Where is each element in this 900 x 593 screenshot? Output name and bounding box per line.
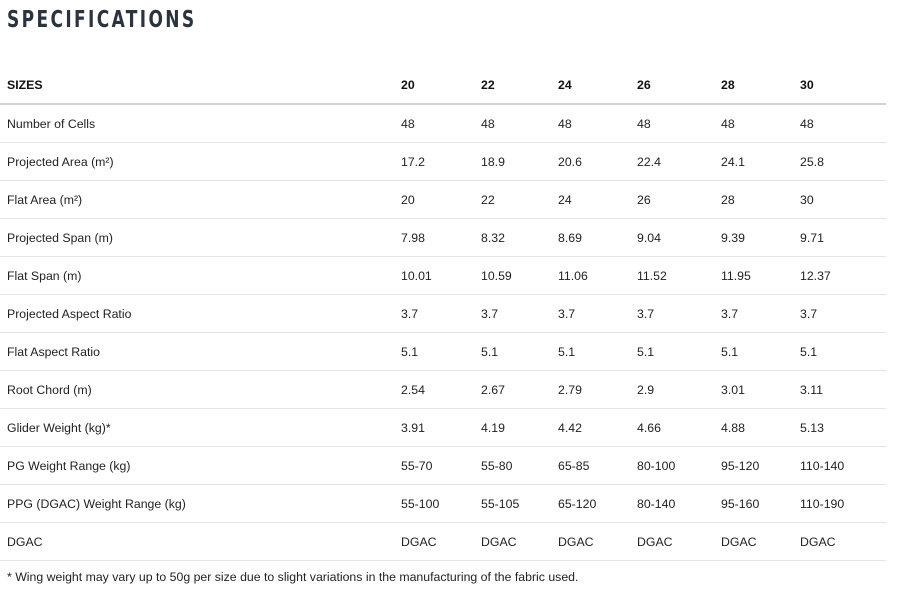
cell-value: 18.9: [474, 143, 551, 181]
table-row: [0, 295, 886, 333]
cell-value: DGAC: [714, 523, 793, 561]
cell-value: 3.7: [551, 295, 630, 333]
cell-value: 3.7: [630, 295, 714, 333]
row-label: DGAC: [0, 523, 394, 561]
cell-value: 11.95: [714, 257, 793, 295]
table-row: [0, 181, 886, 219]
table-row: [0, 143, 886, 181]
cell-value: 55-100: [394, 485, 474, 523]
table-row: [0, 104, 886, 143]
cell-value: 48: [394, 104, 474, 143]
cell-value: 8.32: [474, 219, 551, 257]
row-label: Projected Span (m): [0, 219, 394, 257]
cell-value: 3.01: [714, 371, 793, 409]
row-label: Projected Aspect Ratio: [0, 295, 394, 333]
table-row: [0, 333, 886, 371]
cell-value: 11.06: [551, 257, 630, 295]
cell-value: 4.66: [630, 409, 714, 447]
cell-value: 2.79: [551, 371, 630, 409]
cell-value: 5.1: [714, 333, 793, 371]
table-row: [0, 409, 886, 447]
cell-value: DGAC: [630, 523, 714, 561]
cell-value: 10.59: [474, 257, 551, 295]
cell-value: 55-105: [474, 485, 551, 523]
cell-value: 110-190: [793, 485, 886, 523]
row-label: Flat Span (m): [0, 257, 394, 295]
table-header-row: [0, 66, 886, 104]
table-row: [0, 523, 886, 561]
cell-value: 48: [714, 104, 793, 143]
cell-value: 4.88: [714, 409, 793, 447]
cell-value: 4.19: [474, 409, 551, 447]
cell-value: DGAC: [551, 523, 630, 561]
cell-value: 48: [551, 104, 630, 143]
cell-value: 10.01: [394, 257, 474, 295]
cell-value: 48: [474, 104, 551, 143]
header-size-30: 30: [793, 66, 886, 104]
cell-value: 24: [551, 181, 630, 219]
cell-value: 11.52: [630, 257, 714, 295]
cell-value: 22.4: [630, 143, 714, 181]
cell-value: 65-120: [551, 485, 630, 523]
cell-value: 80-100: [630, 447, 714, 485]
cell-value: 17.2: [394, 143, 474, 181]
header-size-26: 26: [630, 66, 714, 104]
cell-value: 95-120: [714, 447, 793, 485]
cell-value: 3.11: [793, 371, 886, 409]
cell-value: 48: [793, 104, 886, 143]
specifications-table: [0, 66, 886, 561]
header-size-24: 24: [551, 66, 630, 104]
cell-value: DGAC: [394, 523, 474, 561]
cell-value: 3.7: [394, 295, 474, 333]
cell-value: 8.69: [551, 219, 630, 257]
row-label: Flat Aspect Ratio: [0, 333, 394, 371]
cell-value: 3.7: [793, 295, 886, 333]
row-label: Projected Area (m²): [0, 143, 394, 181]
cell-value: 20: [394, 181, 474, 219]
cell-value: 20.6: [551, 143, 630, 181]
row-label: Flat Area (m²): [0, 181, 394, 219]
cell-value: 5.1: [394, 333, 474, 371]
table-row: [0, 485, 886, 523]
row-label: Root Chord (m): [0, 371, 394, 409]
cell-value: 55-70: [394, 447, 474, 485]
cell-value: 48: [630, 104, 714, 143]
cell-value: 5.1: [551, 333, 630, 371]
header-size-22: 22: [474, 66, 551, 104]
cell-value: 2.67: [474, 371, 551, 409]
table-row: [0, 447, 886, 485]
cell-value: 2.54: [394, 371, 474, 409]
header-sizes-label: SIZES: [0, 66, 394, 104]
cell-value: 5.1: [793, 333, 886, 371]
cell-value: 95-160: [714, 485, 793, 523]
cell-value: 65-85: [551, 447, 630, 485]
row-label: Number of Cells: [0, 104, 394, 143]
cell-value: 9.39: [714, 219, 793, 257]
footnote: * Wing weight may vary up to 50g per size due to slight variations in the manufacturing of the fabric used.: [7, 570, 579, 584]
cell-value: 30: [793, 181, 886, 219]
cell-value: 26: [630, 181, 714, 219]
cell-value: DGAC: [793, 523, 886, 561]
row-label: PG Weight Range (kg): [0, 447, 394, 485]
cell-value: 110-140: [793, 447, 886, 485]
cell-value: DGAC: [474, 523, 551, 561]
cell-value: 22: [474, 181, 551, 219]
row-label: Glider Weight (kg)*: [0, 409, 394, 447]
table-row: [0, 219, 886, 257]
cell-value: 5.13: [793, 409, 886, 447]
header-size-28: 28: [714, 66, 793, 104]
cell-value: 55-80: [474, 447, 551, 485]
cell-value: 2.9: [630, 371, 714, 409]
cell-value: 7.98: [394, 219, 474, 257]
header-size-20: 20: [394, 66, 474, 104]
cell-value: 28: [714, 181, 793, 219]
row-label: PPG (DGAC) Weight Range (kg): [0, 485, 394, 523]
table-row: [0, 371, 886, 409]
cell-value: 4.42: [551, 409, 630, 447]
cell-value: 25.8: [793, 143, 886, 181]
table-row: [0, 257, 886, 295]
cell-value: 5.1: [630, 333, 714, 371]
page-title: SPECIFICATIONS: [7, 7, 197, 33]
cell-value: 3.7: [714, 295, 793, 333]
cell-value: 3.91: [394, 409, 474, 447]
cell-value: 12.37: [793, 257, 886, 295]
cell-value: 3.7: [474, 295, 551, 333]
cell-value: 5.1: [474, 333, 551, 371]
cell-value: 24.1: [714, 143, 793, 181]
cell-value: 9.04: [630, 219, 714, 257]
cell-value: 9.71: [793, 219, 886, 257]
cell-value: 80-140: [630, 485, 714, 523]
